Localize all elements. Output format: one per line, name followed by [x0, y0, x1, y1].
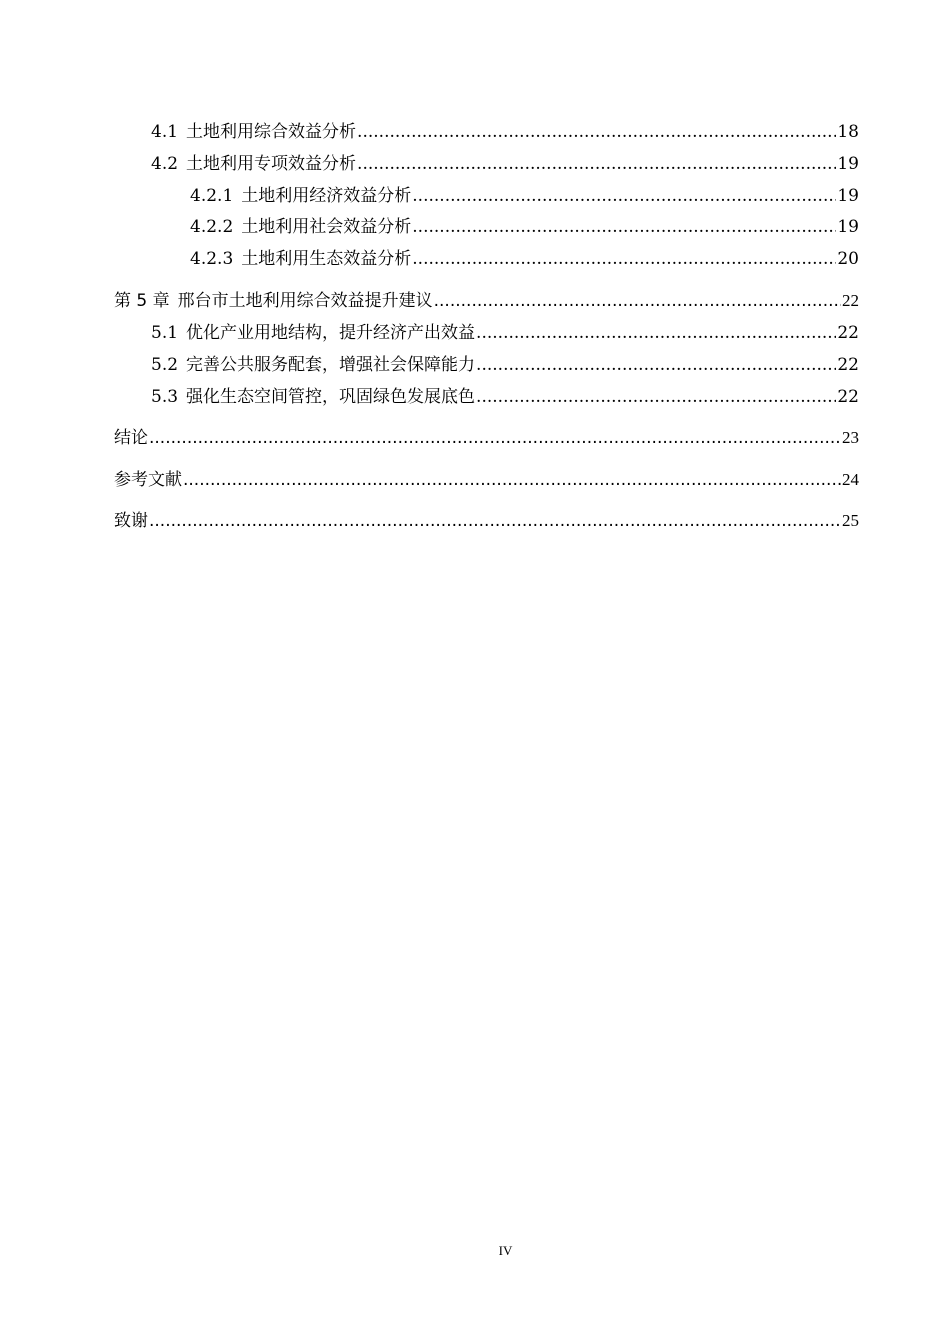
toc-page: 19 — [837, 217, 859, 237]
toc-leader — [476, 321, 836, 345]
toc-page: 25 — [842, 511, 859, 530]
toc-page: 19 — [837, 186, 859, 206]
toc-leader — [149, 426, 841, 450]
toc-leader — [412, 184, 836, 208]
toc-title: 土地利用经济效益分析 — [241, 186, 412, 206]
toc-page: 20 — [837, 249, 859, 269]
toc-leader — [412, 215, 836, 239]
toc-number: 4.2.3 — [190, 249, 234, 269]
toc-leader — [476, 353, 836, 377]
toc-page: 22 — [842, 291, 859, 310]
toc-title: 完善公共服务配套，增强社会保障能力 — [186, 355, 476, 375]
toc-title: 土地利用生态效益分析 — [241, 249, 412, 269]
toc-leader — [357, 120, 836, 144]
toc-entry-4-2-3[interactable] — [190, 247, 859, 271]
toc-page: 18 — [837, 122, 859, 142]
toc-title: 土地利用综合效益分析 — [186, 122, 357, 142]
toc-entry-4-2[interactable] — [151, 152, 859, 176]
toc-number: 第 5 章 — [114, 291, 170, 311]
toc-number: 4.2.1 — [190, 186, 234, 206]
toc-page: 22 — [837, 323, 859, 343]
toc-entry-5-1[interactable] — [151, 321, 859, 345]
toc-number: 4.1 — [151, 122, 179, 142]
toc-number: 5.1 — [151, 323, 179, 343]
toc-entry-references[interactable] — [114, 468, 859, 492]
toc-title: 优化产业用地结构，提升经济产出效益 — [186, 323, 476, 343]
toc-page: 23 — [842, 428, 859, 447]
toc-entry-5-3[interactable] — [151, 385, 859, 409]
toc-entry-conclusion[interactable] — [114, 426, 859, 450]
toc-entry-5-2[interactable] — [151, 353, 859, 377]
toc-entry-4-1[interactable] — [151, 120, 859, 144]
toc-page: 22 — [837, 355, 859, 375]
toc-entry-4-2-2[interactable] — [190, 215, 859, 239]
toc-leader — [434, 289, 841, 313]
toc-page: 22 — [837, 387, 859, 407]
toc-title: 邢台市土地利用综合效益提升建议 — [177, 291, 433, 311]
toc-title: 土地利用社会效益分析 — [241, 217, 412, 237]
toc-title: 参考文献 — [114, 470, 182, 490]
toc-entry-4-2-1[interactable] — [190, 184, 859, 208]
toc-number: 5.3 — [151, 387, 179, 407]
toc-leader — [412, 247, 836, 271]
toc-number: 5.2 — [151, 355, 179, 375]
page-number: IV — [498, 1243, 513, 1258]
toc-title: 强化生态空间管控，巩固绿色发展底色 — [186, 387, 476, 407]
toc-title: 致谢 — [114, 511, 148, 531]
toc-page: 24 — [842, 470, 859, 489]
toc-title: 土地利用专项效益分析 — [186, 154, 357, 174]
toc-entry-acknowledgements[interactable] — [114, 509, 859, 533]
toc-number: 4.2.2 — [190, 217, 234, 237]
toc-leader — [476, 385, 836, 409]
toc-entry-chapter-5[interactable] — [114, 289, 859, 313]
toc-page: 19 — [837, 154, 859, 174]
toc-leader — [149, 509, 841, 533]
toc-number: 4.2 — [151, 154, 179, 174]
toc-title: 结论 — [114, 428, 148, 448]
toc-leader — [357, 152, 836, 176]
toc-leader — [183, 468, 841, 492]
